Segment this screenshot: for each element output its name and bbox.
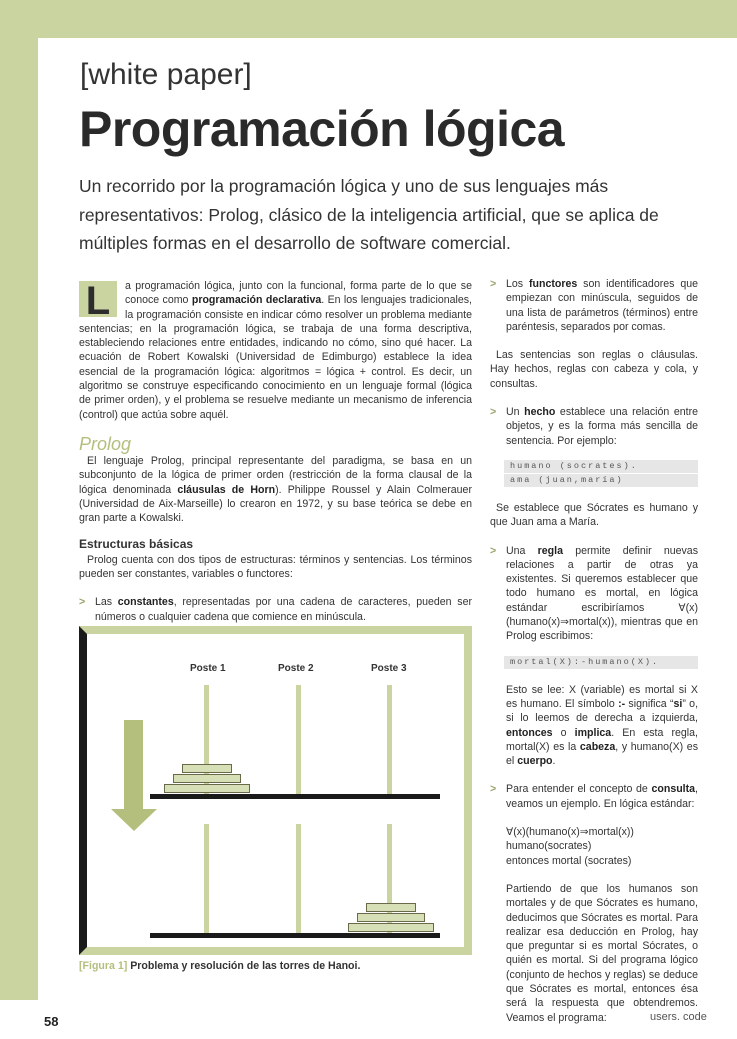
logic-block: ∀(x)(humano(x)⇒mortal(x)) humano(socrates) entonces mortal (socrates) (506, 826, 634, 867)
disk-large-top (164, 784, 250, 793)
label-poste-3: Poste 3 (371, 663, 407, 674)
code-line: mortal(X):-humano(X). (504, 656, 698, 669)
peg-1-bottom (204, 824, 209, 934)
brand-footer: users. code (650, 1011, 707, 1023)
page-title: Programación lógica (79, 101, 565, 157)
disk-small-bottom (366, 903, 416, 912)
page-number: 58 (44, 1014, 59, 1029)
disk-medium-bottom (357, 913, 425, 922)
code-block-hechos (490, 460, 698, 487)
bullet-constantes: > Las constantes, representadas por una cadena de caracteres, pueden ser números o cualquier cadena que comience en minúscula. (79, 596, 472, 623)
bullet-consulta: > Para entender el concepto de consulta, veamos un ejemplo. En lógica estándar: (490, 783, 698, 810)
sentencias-paragraph: Las sentencias son reglas o cláusulas. Hay hechos, reglas con cabeza y cola, y consultas. (490, 349, 698, 390)
down-arrow-head-icon (111, 809, 157, 831)
peg-2-top (296, 685, 301, 795)
socrates-paragraph: Se establece que Sócrates es humano y que Juan ama a María. (490, 501, 698, 529)
peg-3-top (387, 685, 392, 795)
left-column (79, 279, 472, 650)
label-poste-1: Poste 1 (190, 663, 226, 674)
deck-subtitle: Un recorrido por la programación lógica y uno de sus lenguajes más representativos: Prolog, clásico de la inteligencia artificial, que se aplica de múltiples formas en el desarrollo de software comercial. (79, 176, 659, 253)
label-poste-2: Poste 2 (278, 663, 314, 674)
bullet-marker-icon: > (490, 544, 497, 557)
estructuras-paragraph: Prolog cuenta con dos tipos de estructuras: términos y sentencias. Los términos pueden ser constantes, variables o functores: (79, 553, 472, 581)
figure-hanoi (79, 626, 472, 955)
final-paragraph: Partiendo de que los humanos son mortales y de que Sócrates es humano, deducimos que Sócrates es mortal. Para realizar esa deducción en Prolog, hay que preguntar si es mortal Sócrates, o quién es mortal. Si del programa lógico (conjunto de hechos y reglas) se deduce que Sócrates es mortal, entonces ésa será la respuesta que obtendremos. Veamos el programa: (506, 882, 698, 1024)
code-block-regla (490, 656, 698, 669)
bullet-marker-icon: > (490, 278, 497, 290)
kicker: [white paper] (80, 58, 252, 91)
disk-medium-top (173, 774, 241, 783)
prolog-paragraph: El lenguaje Prolog, principal representante del paradigma, se basa en un subconjunto de la lógica de primer orden (restricción de la forma clausal de la lógica denominada cláusulas de Horn). Philippe Roussel y Alain Colmerauer (Universidad de Aix-Marseille) lo crearon en 1972, y su base teórica se debe en gran parte a Kowalski. (79, 454, 472, 525)
section-heading-prolog: Prolog (79, 433, 132, 454)
code-line: ama (juan,maría) (504, 474, 698, 487)
bullet-marker-icon: > (490, 406, 497, 419)
disk-small-top (182, 764, 232, 773)
disk-large-bottom (348, 923, 434, 932)
intro-paragraph (79, 279, 472, 422)
drop-cap: L (79, 281, 117, 317)
section-heading-estructuras: Estructuras básicas (79, 537, 194, 552)
bullet-regla: > Una regla permite definir nuevas relaciones a partir de otras ya existentes. Si queremos establecer que todo humano es mortal, en lógica estándar escribiríamos ∀(x)(humano(x)⇒mortal(x)), mientras que en Prolog escribimos: (490, 544, 698, 643)
right-column (490, 277, 698, 1025)
bullet-marker-icon: > (79, 596, 86, 609)
bullet-hecho: > Un hecho establece una relación entre objetos, y es la forma más sencilla de sentencia. Por ejemplo: (490, 406, 698, 447)
bullet-functores: > Los functores son identificadores que empiezan con minúscula, seguidos de una lista de parámetros (términos) entre paréntesis, separados por comas. (490, 278, 698, 333)
down-arrow-icon (124, 720, 143, 810)
code-line: humano (socrates). (504, 460, 698, 473)
bullet-marker-icon: > (490, 783, 497, 796)
base-top (150, 794, 440, 799)
base-bottom (150, 933, 440, 938)
lee-paragraph: Esto se lee: X (variable) es mortal si X es humano. El símbolo :- significa “si” o, si lo leemos de derecha a izquierda, entonces o implica. En esta regla, mortal(X) es la cabeza, y humano(X) es el cuerpo. (506, 683, 699, 768)
intro-text: a programación lógica, junto con la funcional, forma parte de lo que se conoce como programación declarativa. En los lenguajes tradicionales, la programación consiste en indicar cómo resolver un problema mediante sentencias; en la programación lógica, se trabaja de una forma descriptiva, estableciendo relaciones entre entidades, indicando no cómo, sino qué hacer. La ecuación de Robert Kowalski (Universidad de Edimburgo) establece la idea esencial de la programación lógica: algoritmos = lógica + control. Es decir, un algoritmo se construye especificando conocimiento en un lenguaje formal (lógica de primer orden), y el problema se resuelve mediante un mecanismo de inferencia (control) que actúa sobre aquél. (79, 280, 472, 421)
figure-caption: [Figura 1] Problema y resolución de las torres de Hanoi. (79, 960, 361, 972)
peg-2-bottom (296, 824, 301, 934)
